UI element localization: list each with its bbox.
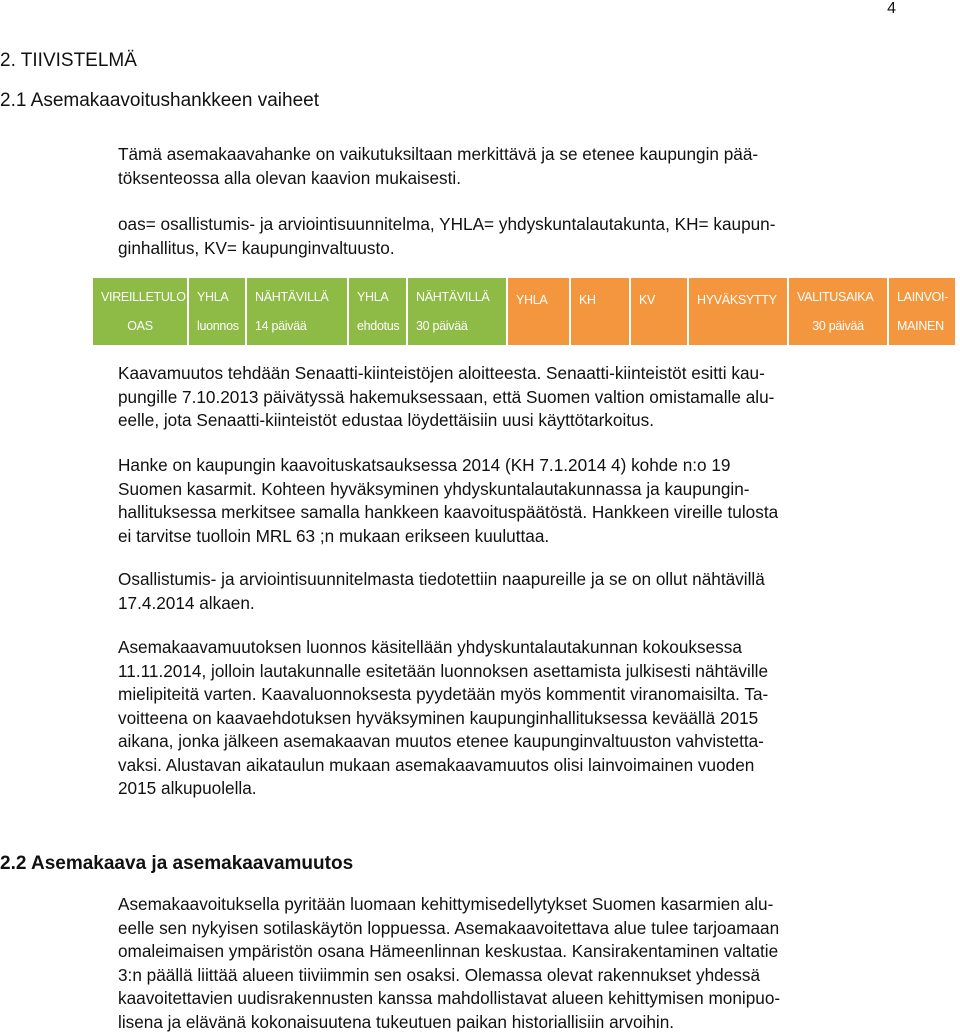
process-step: NÄHTÄVILLÄ 14 päivää [247,278,347,345]
process-step: HYVÄKSYTTY [689,278,787,345]
paragraph-initiative: Kaavamuutos tehdään Senaatti-kiinteistöjen aloitteesta. Senaatti-kiinteistöt esitti kau- pungille 7.10.2013 päivätyssä hakemuksessaan, että Suomen valtion omistamalle alu- eelle, jota Senaatti-kiinteistöt edustaa löydettäisiin uusi käyttötarkoitus. [118,363,775,430]
paragraph-abbreviations: oas= osallistumis- ja arviointisuunnitelma, YHLA= yhdyskuntalautakunta, KH= kaupun- ginhallitus, KV= kaupunginvaltuusto. [118,214,776,258]
process-step: NÄHTÄVILLÄ 30 päivää [408,278,506,345]
process-step: VALITUSAIKA 30 päivää [789,278,887,345]
section-heading: 2. TIIVISTELMÄ [0,50,137,71]
paragraph-schedule: Asemakaavamuutoksen luonnos käsitellään yhdyskuntalautakunnan kokouksessa 11.11.2014, jolloin lautakunnalle esitetään luonnoksen asettamista julkisesti nähtäville mielipiteitä varten. Kaavaluonnoksesta pyydetään myös kommentit viranomaisilta. Ta- voitteena on kaavaehdotuksen hyväksyminen kaupunginhallituksessa keväällä 2015 aikana, jonka jälkeen asemakaavan muutos etenee kaupunginvaltuuston vahvistetta- vaksi. Alustavan aikataulun mukaan asemakaavamuutos olisi lainvoimainen vuoden 2015 alkupuolella. [118,637,769,798]
paragraph-goals: Asemakaavoituksella pyritään luomaan kehittymisedellytykset Suomen kasarmien alu- eelle sen nykyisen sotilaskäytön loppuessa. Asemakaavoitettava alue tulee tarjoamaan omaleimaisen ympäristön osana Hämeenlinnan keskustaa. Kansirakentaminen valtatie 3:n päällä liittää alueen tiiviimmin sen osaksi. Olemassa olevat rakennukset yhdessä kaavoitettavien uudisrakennusten kanssa mahdollistavat alueen kehittymisen monipuo- lisena ja elävänä kokonaisuutena tukeutuen paikan historiallisiin arvoihin. [118,894,781,1032]
process-step: VIREILLETULO OAS [93,278,187,345]
process-step: YHLA ehdotus [349,278,406,345]
subsection-heading: 2.2 Asemakaava ja asemakaavamuutos [0,853,354,874]
subsection-heading: 2.1 Asemakaavoitushankkeen vaiheet [0,90,319,111]
paragraph-planning-review: Hanke on kaupungin kaavoituskatsauksessa 2014 (KH 7.1.2014 4) kohde n:o 19 Suomen kasarmit. Kohteen hyväksyminen yhdyskuntalautakunnassa ja kaupungin- hallituksessa merkitsee samalla hankkeen kaavoituspäätöstä. Hankkeen vireille tulosta ei tarvitse tuolloin MRL 63 ;n mukaan erikseen kuuluttaa. [118,455,779,546]
process-step: KV [631,278,687,345]
process-step: YHLA [508,278,569,345]
process-step: YHLA luonnos [189,278,245,345]
paragraph-participation: Osallistumis- ja arviointisuunnitelmasta tiedotettiin naapureille ja se on ollut nähtävillä 17.4.2014 alkaen. [118,569,765,613]
process-step: KH [571,278,629,345]
process-step: LAINVOI- MAINEN [889,278,955,345]
process-diagram [93,278,957,345]
page-number: 4 [887,0,896,17]
paragraph-intro: Tämä asemakaavahanke on vaikutuksiltaan merkittävä ja se etenee kaupungin pää- töksenteossa alla olevan kaavion mukaisesti. [118,144,759,188]
